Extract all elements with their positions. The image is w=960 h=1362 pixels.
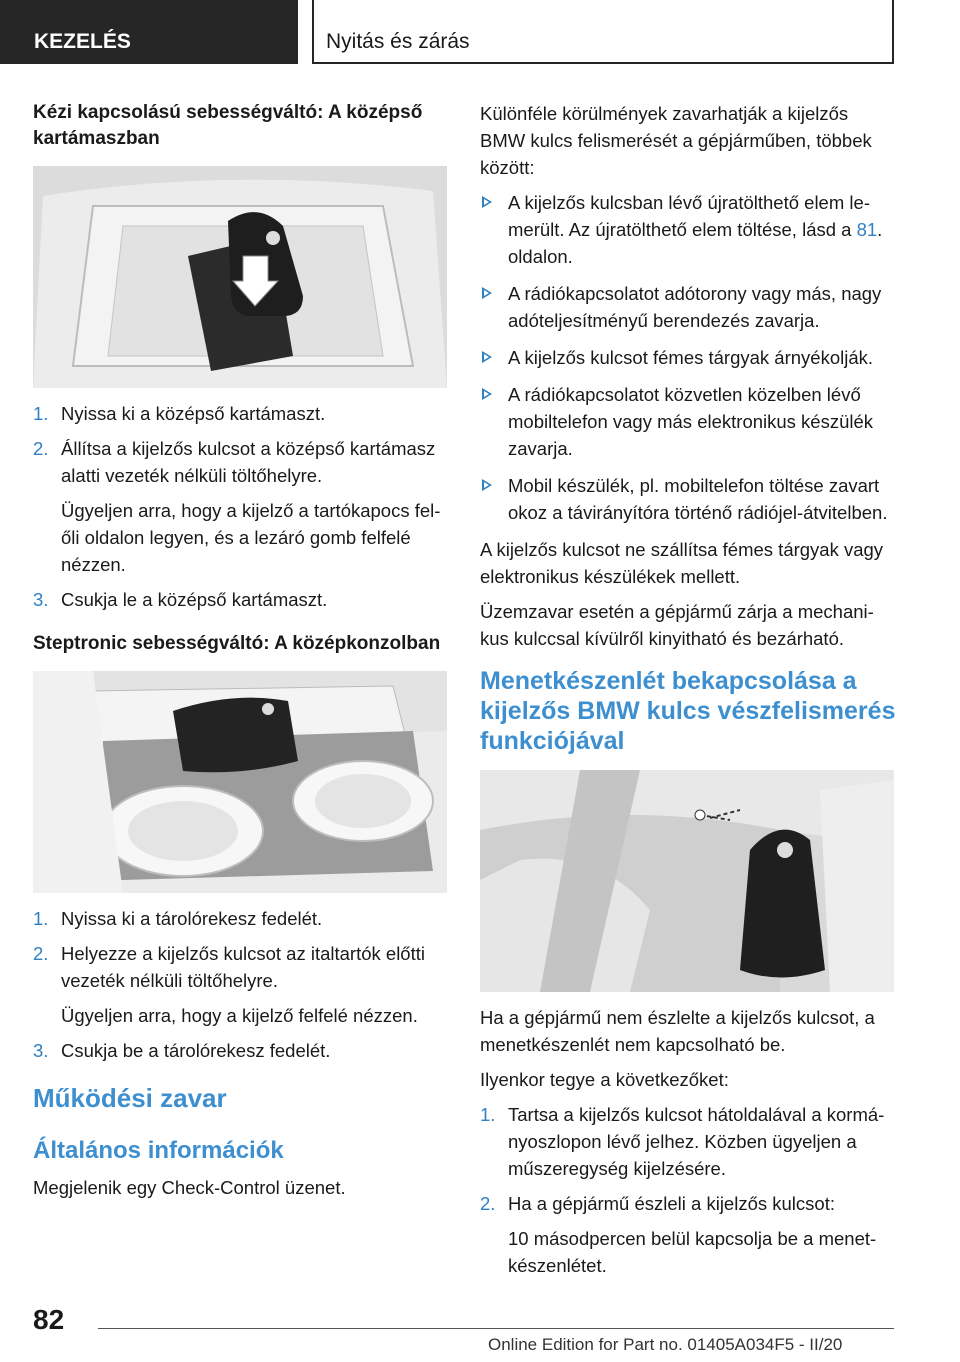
right-column bbox=[480, 100, 896, 1291]
bullet-triangle-icon bbox=[482, 351, 492, 363]
step-number: 3. bbox=[33, 1040, 49, 1061]
step-text: Nyissa ki a középső kartámaszt. bbox=[61, 403, 326, 424]
armrest-charging-figure bbox=[33, 166, 447, 388]
step-number: 2. bbox=[480, 1193, 496, 1214]
list-item bbox=[33, 586, 449, 613]
list-item bbox=[33, 905, 449, 932]
bullet-triangle-icon bbox=[482, 287, 492, 299]
footer-divider bbox=[98, 1328, 894, 1329]
list-item bbox=[480, 344, 896, 371]
manual-gearbox-heading: Kézi kapcsolású sebességváltó: A középső kartámaszban bbox=[33, 102, 423, 149]
step-note: Ügyeljen arra, hogy a kijelző a tartókapocs fel őli oldalon legyen, és a lezáró gomb felfelé nézzen. bbox=[61, 500, 441, 575]
metal-objects-text: A kijelzős kulcsot ne szállítsa fémes tárgyak vagy elektronikus készülékek mellett. bbox=[480, 539, 884, 587]
step-text: Nyissa ki a tárolórekesz fedelét. bbox=[61, 908, 323, 929]
console-charging-figure bbox=[33, 671, 447, 893]
page-number: 82 bbox=[33, 1304, 65, 1335]
bullet-text-after: . oldalon. bbox=[508, 219, 883, 267]
interference-list bbox=[480, 189, 896, 526]
bullet-text: Mobil készülék, pl. mobiltelefon töltése zavart okoz a távirányítóra történő rádiójel-átvitelben. bbox=[508, 475, 888, 523]
manual-steps-list bbox=[33, 400, 449, 613]
list-item bbox=[480, 189, 896, 270]
then-do-text: Ilyenkor tegye a következőket: bbox=[480, 1069, 729, 1090]
step-note: Ügyeljen arra, hogy a kijelző felfelé nézzen. bbox=[61, 1005, 418, 1026]
page-footer bbox=[0, 1300, 960, 1362]
bullet-triangle-icon bbox=[482, 388, 492, 400]
steering-column-figure bbox=[480, 770, 894, 992]
interference-intro: Különféle körülmények zavarhatják a kijelzős BMW kulcs felismerését a gépjárműben, többek között: bbox=[480, 103, 872, 178]
malfunction-heading: Működési zavar bbox=[33, 1083, 227, 1113]
section-tab: KEZELÉS bbox=[0, 0, 298, 64]
step-note: 10 másodpercen belül kapcsolja be a menetkészenlétet. bbox=[508, 1228, 877, 1276]
step-number: 1. bbox=[33, 908, 49, 929]
page-reference-link[interactable]: 81 bbox=[856, 219, 878, 240]
list-item bbox=[33, 940, 449, 1029]
list-item bbox=[480, 1190, 896, 1279]
step-text: Tartsa a kijelzős kulcsot hátoldalával a kormányoszlopon lévő jelhez. Közben ügyeljen a műszeregység kijelzésére. bbox=[508, 1104, 885, 1179]
chapter-title: Nyitás és zárás bbox=[312, 0, 894, 64]
general-info-text: Megjelenik egy Check-Control üzenet. bbox=[33, 1177, 346, 1198]
page-header bbox=[0, 0, 960, 66]
bullet-triangle-icon bbox=[482, 479, 492, 491]
step-text: Ha a gépjármű észleli a kijelzős kulcsot: bbox=[508, 1193, 835, 1214]
bullet-text: A rádiókapcsolatot adótorony vagy más, nagy adóteljesítményű berendezés zavarja. bbox=[508, 283, 882, 331]
left-column bbox=[33, 100, 449, 1209]
bullet-triangle-icon bbox=[482, 196, 492, 208]
list-item bbox=[33, 1037, 449, 1064]
general-info-heading: Általános információk bbox=[33, 1137, 284, 1164]
bullet-text: A rádiókapcsolatot közvetlen közelben lévő mobiltelefon vagy más elektronikus készülék zavarja. bbox=[508, 384, 874, 459]
step-text: Csukja le a középső kartámaszt. bbox=[61, 589, 328, 610]
list-item bbox=[480, 472, 896, 526]
steptronic-heading: Steptronic sebességváltó: A középkonzolban bbox=[33, 633, 441, 654]
step-text: Állítsa a kijelzős kulcsot a középső kartámasz alatti vezeték nélküli töltőhelyre. bbox=[61, 438, 436, 486]
list-item bbox=[33, 400, 449, 427]
step-text: Csukja be a tárolórekesz fedelét. bbox=[61, 1040, 331, 1061]
mechanical-key-text: Üzemzavar esetén a gépjármű zárja a mechanikus kulccsal kívülről kinyitható és bezárható. bbox=[480, 601, 874, 649]
step-number: 2. bbox=[33, 943, 49, 964]
list-item bbox=[480, 381, 896, 462]
step-text: Helyezze a kijelzős kulcsot az italtartók előtti vezeték nélküli töltőhelyre. bbox=[61, 943, 425, 991]
list-item bbox=[480, 280, 896, 334]
emergency-detection-heading: Menetkészenlét bekapcsolása a kijelzős BMW kulcs vészfelismerés funkciójával bbox=[480, 667, 896, 755]
list-item bbox=[33, 435, 449, 578]
emergency-steps-list bbox=[480, 1101, 896, 1279]
edition-text: Online Edition for Part no. 01405A034F5 - II/20 bbox=[488, 1335, 843, 1354]
step-number: 3. bbox=[33, 589, 49, 610]
step-number: 1. bbox=[480, 1104, 496, 1125]
step-number: 1. bbox=[33, 403, 49, 424]
bullet-text: A kijelzős kulcsban lévő újratölthető elem lemerült. Az újratölthető elem töltése, lásd a bbox=[508, 192, 870, 240]
steptronic-steps-list bbox=[33, 905, 449, 1064]
step-number: 2. bbox=[33, 438, 49, 459]
list-item bbox=[480, 1101, 896, 1182]
bullet-text: A kijelzős kulcsot fémes tárgyak árnyékolják. bbox=[508, 347, 874, 368]
not-detected-text: Ha a gépjármű nem észlelte a kijelzős kulcsot, a menetkészenlét nem kapcsolható be. bbox=[480, 1007, 875, 1055]
